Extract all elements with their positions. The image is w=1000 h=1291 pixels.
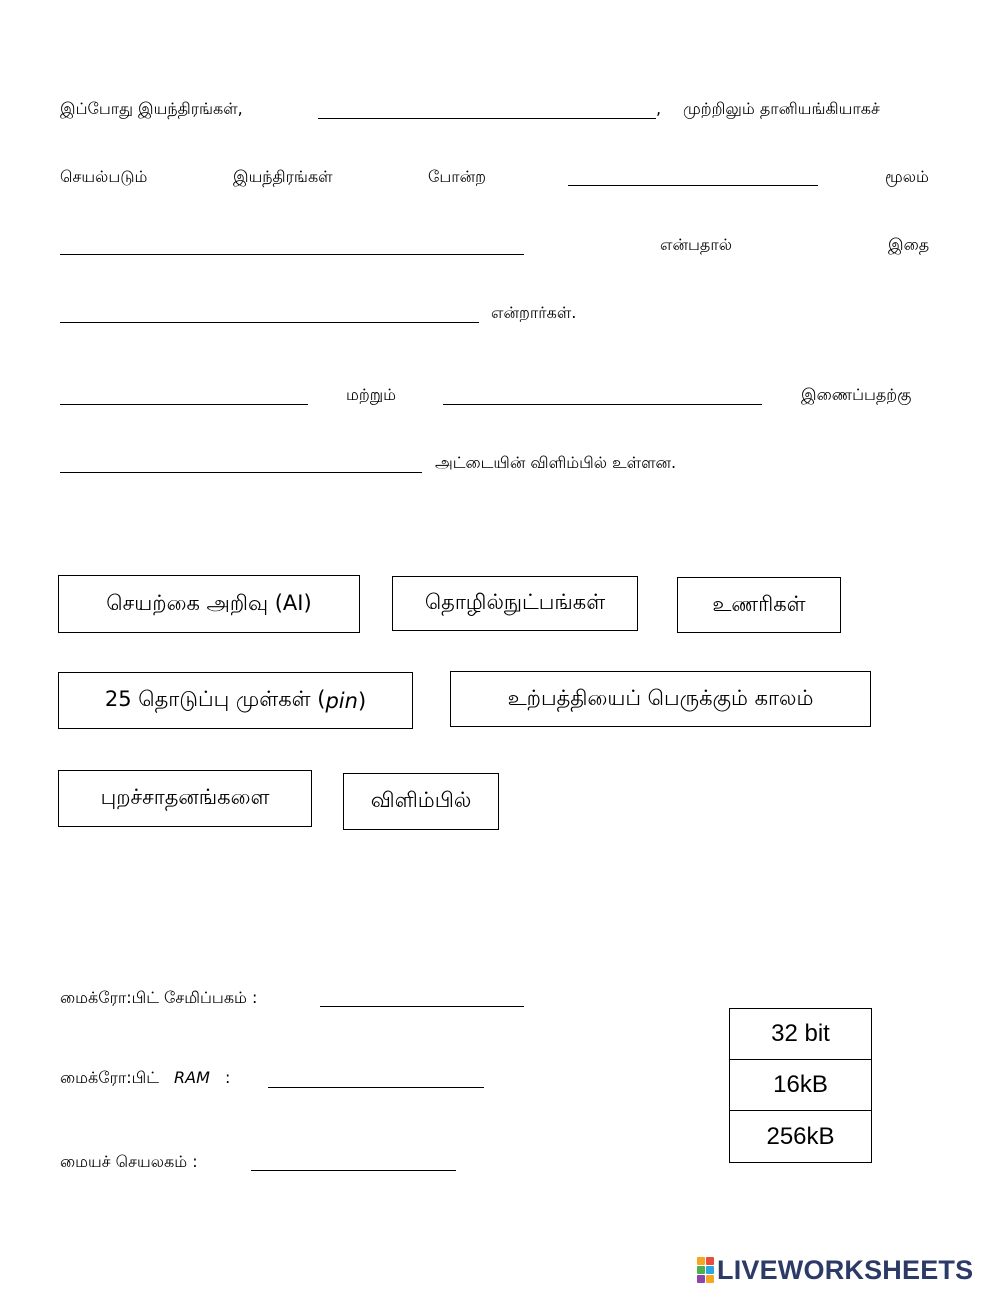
blank-6[interactable] (443, 404, 762, 405)
logo-blocks-icon (697, 1257, 714, 1283)
word-peripherals[interactable] (58, 770, 312, 827)
spec-option-1[interactable]: 32 bit (730, 1009, 871, 1060)
word-edge-label: விளிம்பில் (370, 788, 472, 812)
word-sensors[interactable] (677, 577, 841, 633)
word-productivity[interactable] (450, 671, 871, 727)
line2-text-b: இயந்திரங்கள் (233, 167, 333, 186)
line1-text-c: முற்றிலும் தானியங்கியாகச் (683, 99, 880, 118)
line1-comma: , (656, 99, 662, 118)
word-pins-label-c: ) (357, 688, 367, 713)
ram-blank[interactable] (268, 1087, 484, 1088)
liveworksheets-logo (697, 1255, 973, 1285)
cpu-label: மையச் செயலகம் : (60, 1152, 198, 1171)
line3-text-b: இதை (888, 235, 930, 254)
line3-text-a: என்பதால் (660, 235, 732, 254)
line5-text-b: இணைப்பதற்கு (801, 385, 912, 404)
ram-label-b: RAM (174, 1068, 210, 1087)
line5-text-a: மற்றும் (346, 385, 397, 404)
logo-text: LIVEWORKSHEETS (717, 1254, 974, 1285)
blank-1[interactable] (318, 118, 656, 119)
ram-label (60, 1068, 230, 1089)
line6-text-a: அட்டையின் விளிம்பில் உள்ளன. (435, 453, 677, 472)
word-ai-label: செயற்கை அறிவு (AI) (106, 590, 312, 615)
line4-text-a: என்றார்கள். (491, 303, 577, 322)
spec-option-3[interactable]: 256kB (766, 1122, 835, 1150)
word-pins-label-a: 25 தொடுப்பு முள்கள் ( (104, 687, 326, 711)
spec-option-2[interactable]: 16kB (730, 1060, 871, 1111)
word-technologies[interactable] (392, 576, 638, 631)
word-productivity-label: உற்பத்தியைப் பெருக்கும் காலம் (507, 685, 814, 710)
line1-text-a: இப்போது இயந்திரங்கள், (60, 99, 243, 118)
spec-options-table (729, 1008, 872, 1163)
blank-2[interactable] (568, 185, 818, 186)
blank-3[interactable] (60, 254, 524, 255)
blank-5[interactable] (60, 404, 308, 405)
blank-7[interactable] (60, 472, 422, 473)
ram-label-a: மைக்ரோ:பிட் (60, 1068, 159, 1087)
storage-label: மைக்ரோ:பிட் சேமிப்பகம் : (60, 988, 258, 1007)
word-pins[interactable] (58, 672, 413, 729)
line2-text-d: மூலம் (885, 167, 929, 186)
line2-text-c: போன்ற (428, 167, 487, 186)
word-technologies-label: தொழில்நுட்பங்கள் (424, 590, 606, 614)
ram-label-c: : (225, 1068, 231, 1087)
storage-blank[interactable] (320, 1006, 524, 1007)
word-pins-label-b: pin (325, 688, 358, 713)
word-ai[interactable] (58, 575, 360, 633)
blank-4[interactable] (60, 322, 479, 323)
word-edge[interactable] (343, 773, 499, 830)
word-peripherals-label: புறச்சாதனங்களை (100, 785, 270, 809)
line2-text-a: செயல்படும் (60, 167, 148, 186)
word-sensors-label: உணரிகள் (712, 591, 806, 616)
cpu-blank[interactable] (251, 1170, 456, 1171)
